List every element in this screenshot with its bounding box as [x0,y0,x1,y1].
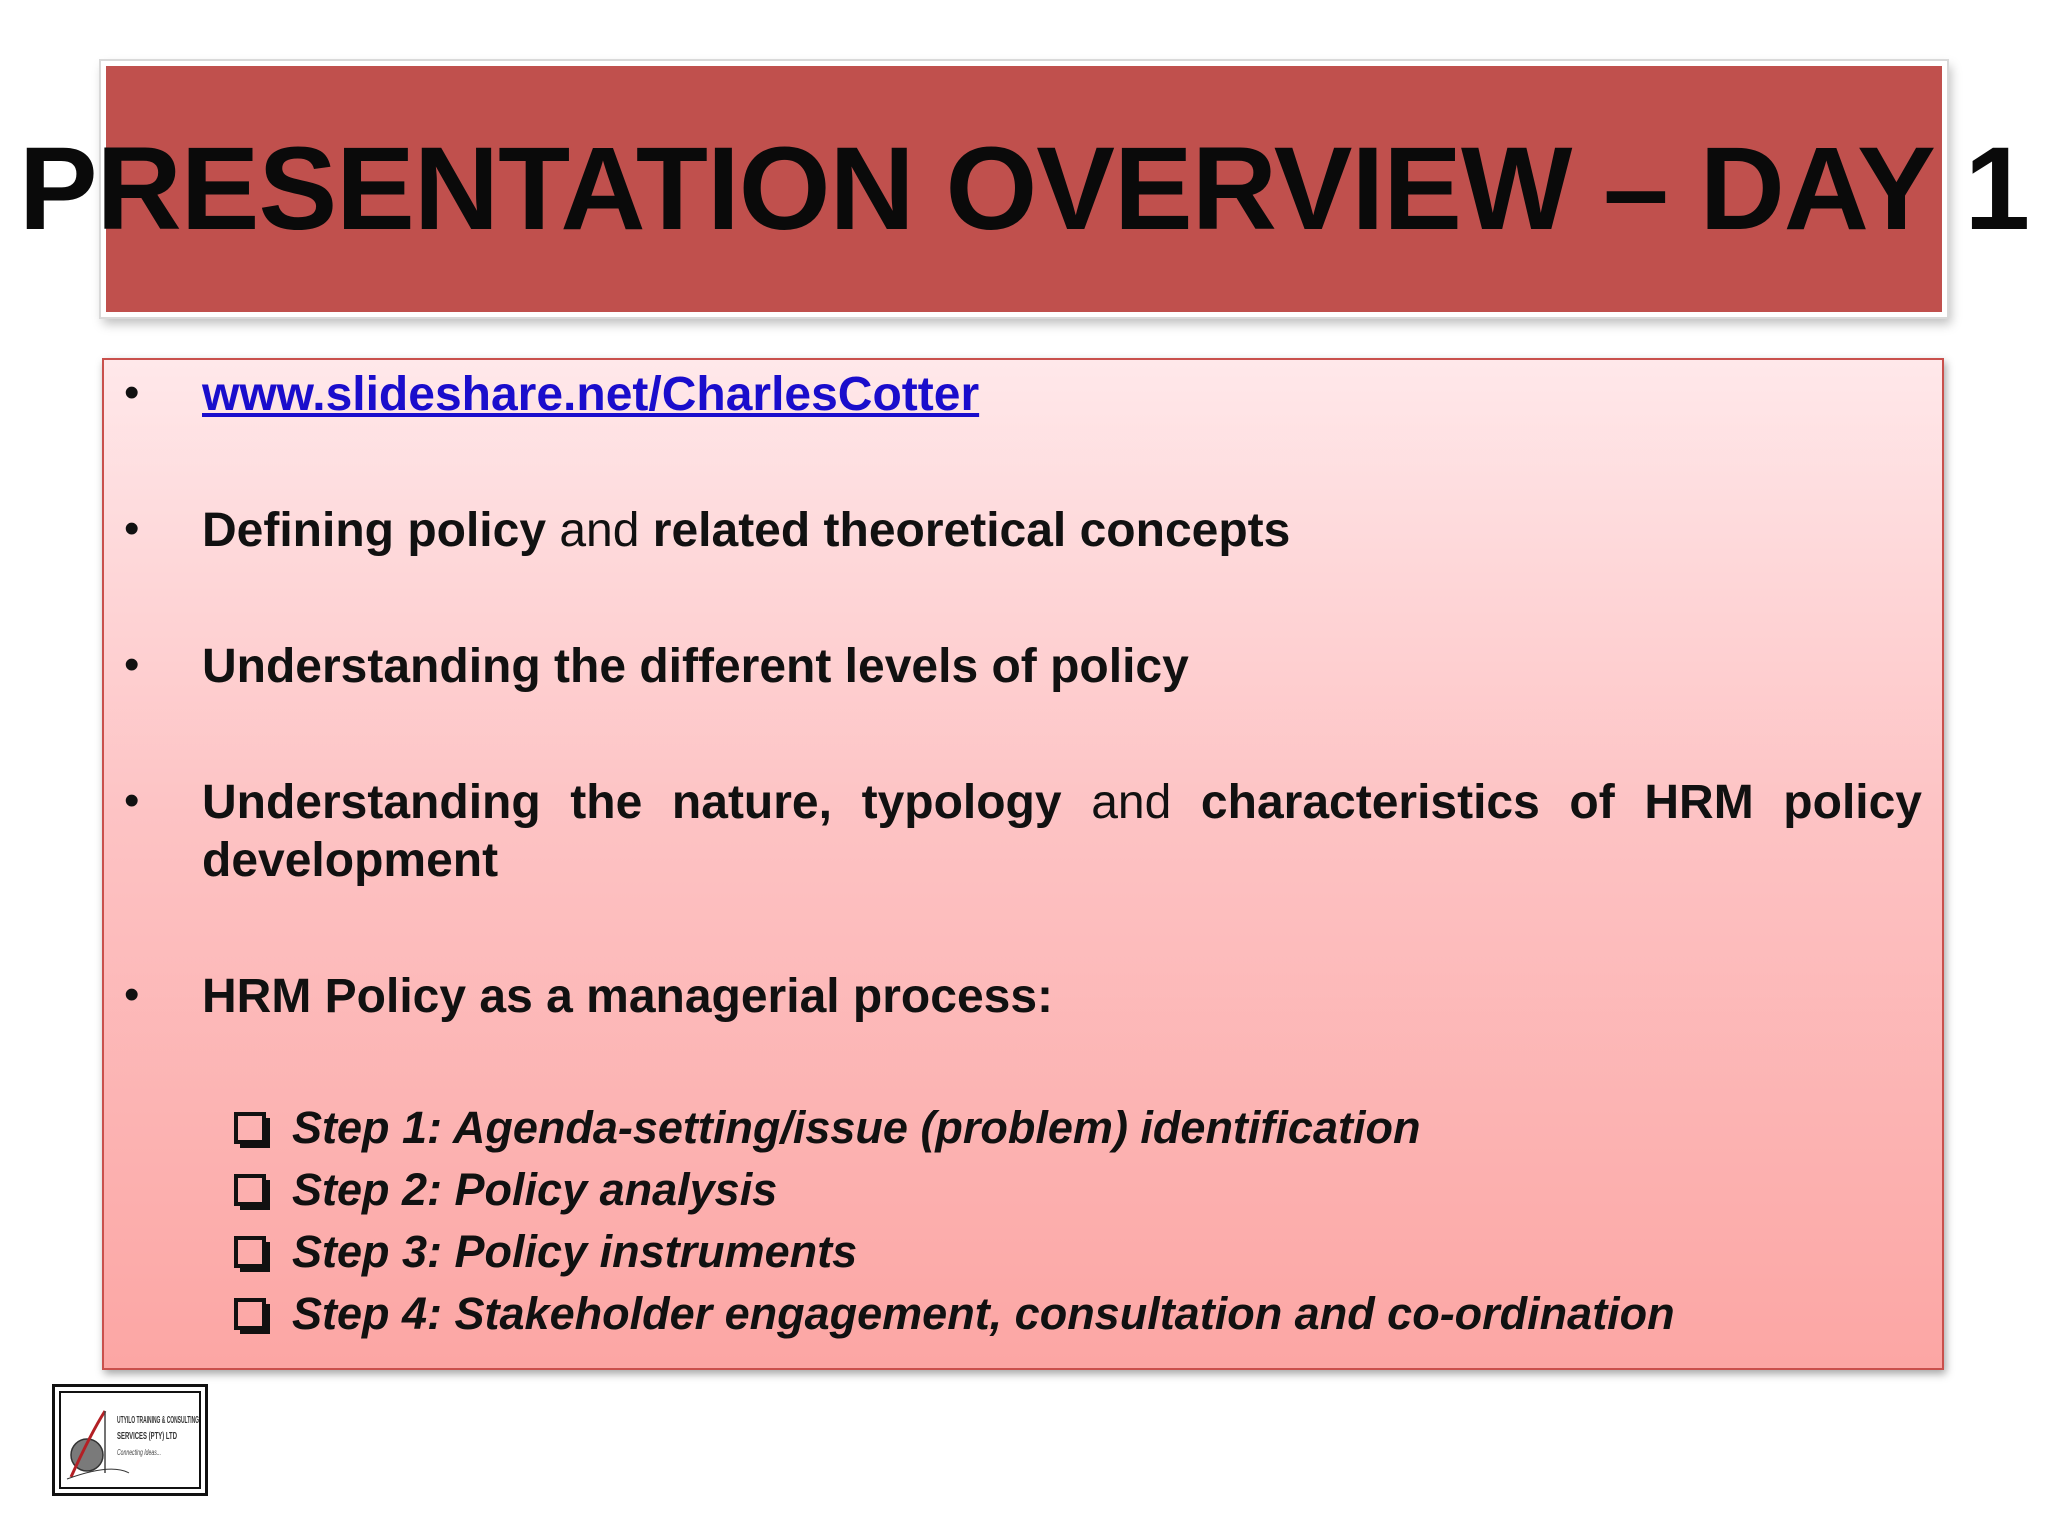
logo-line-1: UTYILO TRAINING & CONSULTING [117,1415,200,1426]
step-text: Step 3: Policy instruments [292,1226,858,1277]
bullet-text-bold: characteristics of HRM policy development [202,776,1922,887]
bullet-text [202,774,1922,890]
title-banner [18,66,2030,312]
checkbox-icon [234,1112,266,1144]
bullet-icon: • [124,776,140,825]
bullet-text-normal: and [1061,776,1201,829]
slide-title: PRESENTATION OVERVIEW – DAY 1 [18,123,2030,255]
checkbox-icon [234,1174,266,1206]
bullet-text: HRM Policy as a managerial process: [202,970,1054,1023]
slideshare-link[interactable]: www.slideshare.net/CharlesCotter [202,368,980,421]
bullet-icon: • [124,368,140,417]
logo-tagline: Connecting Ideas... [117,1448,161,1457]
logo-graphic-icon [61,1393,203,1491]
bullet-text [202,502,1922,560]
bullet-icon: • [124,504,140,553]
bullet-text-bold: Understanding the nature, typology [202,776,1062,829]
company-logo [52,1384,208,1496]
logo-frame [59,1391,201,1489]
bullet-icon: • [124,640,140,689]
bullet-icon: • [124,970,140,1019]
logo-line-2: SERVICES (PTY) LTD [117,1431,177,1442]
step-text: Step 2: Policy analysis [292,1164,778,1215]
checkbox-icon [234,1298,266,1330]
step-text: Step 1: Agenda-setting/issue (problem) identification [292,1102,1421,1153]
bullet-text-bold: Defining policy [202,504,547,557]
bullet-text-normal: and [546,504,653,557]
checkbox-icon [234,1236,266,1268]
bullet-text: Understanding the different levels of policy [202,640,1189,693]
content-box [102,358,1944,1370]
bullet-text-bold: related theoretical concepts [652,504,1291,557]
step-text: Step 4: Stakeholder engagement, consultation and co-ordination [292,1288,1675,1339]
